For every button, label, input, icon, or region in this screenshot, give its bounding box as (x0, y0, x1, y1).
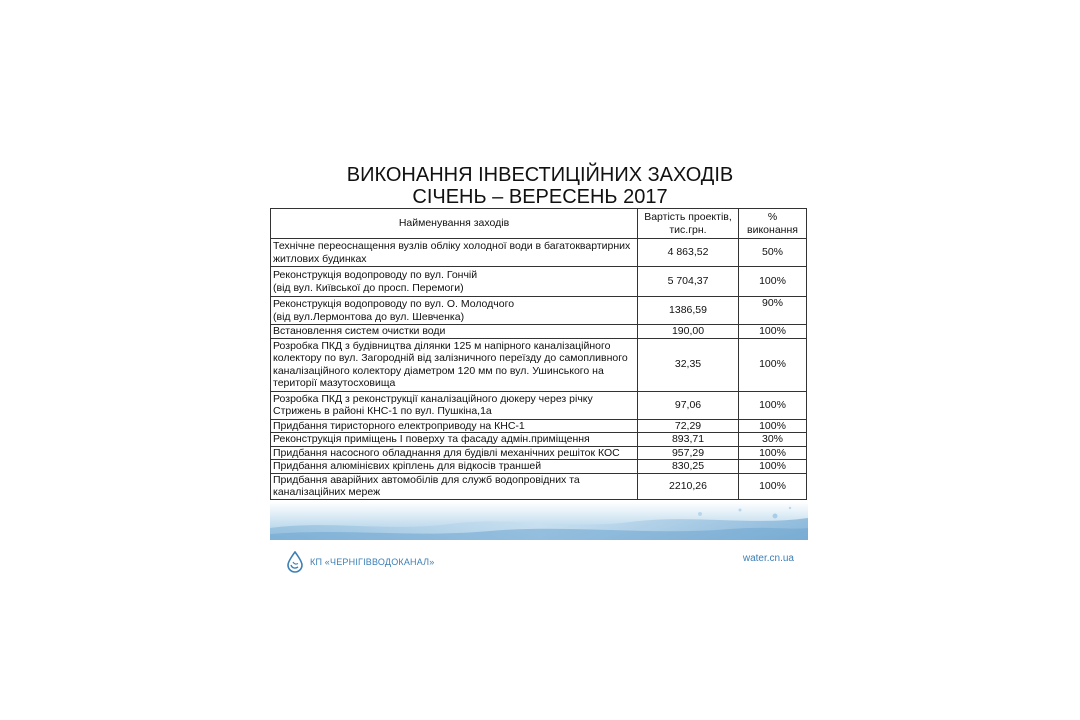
header-name: Найменування заходів (271, 209, 638, 239)
page-subtitle: СІЧЕНЬ – ВЕРЕСЕНЬ 2017 (412, 186, 668, 208)
cell-name: Придбання насосного обладнання для будівлі механічних решіток КОС (271, 446, 638, 460)
cell-cost: 1386,59 (638, 297, 739, 325)
cell-percent: 100% (739, 473, 807, 499)
cell-name: Придбання аварійних автомобілів для служб водопровідних та каналізаційних мереж (271, 473, 638, 499)
cell-cost: 830,25 (638, 460, 739, 474)
cell-cost: 32,35 (638, 338, 739, 391)
table-row (271, 239, 807, 267)
cell-name: Розробка ПКД з реконструкції каналізаційного дюкеру через річку Стрижень в районі КНС-1 по вул. Пушкіна,1а (271, 391, 638, 419)
cell-percent: 90% (739, 297, 807, 325)
water-drop-icon (286, 551, 304, 573)
cell-name: Придбання тиристорного електроприводу на КНС-1 (271, 419, 638, 433)
cell-name: Технічне переоснащення вузлів обліку холодної води в багатоквартирних житлових будинках (271, 239, 638, 267)
table-row (271, 446, 807, 460)
website-link[interactable]: water.cn.ua (742, 553, 794, 564)
cell-cost: 957,29 (638, 446, 739, 460)
table-row (271, 267, 807, 297)
page-title: ВИКОНАННЯ ІНВЕСТИЦІЙНИХ ЗАХОДІВ (346, 164, 734, 186)
table-row (271, 325, 807, 339)
table-row (271, 473, 807, 499)
table-row (271, 433, 807, 447)
cell-percent: 100% (739, 460, 807, 474)
investment-table (270, 208, 807, 500)
header-cost: Вартість проектів, тис.грн. (638, 209, 739, 239)
cell-name: Придбання алюмінієвих кріплень для відкосів траншей (271, 460, 638, 474)
table-body (271, 239, 807, 500)
cell-percent: 50% (739, 239, 807, 267)
cell-cost: 2210,26 (638, 473, 739, 499)
cell-percent: 100% (739, 325, 807, 339)
cell-name: Розробка ПКД з будівництва ділянки 125 м напірного каналізаційного колектору по вул. Загородній від залізничного переїзду до самопливного каналізаційного колектору діаметром 120 мм по вул. Ушинського на території мазутосховища (271, 338, 638, 391)
cell-name: Реконструкція водопроводу по вул. Гончій (від вул. Київської до просп. Перемоги) (271, 267, 638, 297)
cell-cost: 72,29 (638, 419, 739, 433)
cell-cost: 893,71 (638, 433, 739, 447)
cell-percent: 100% (739, 446, 807, 460)
cell-name: Встановлення систем очистки води (271, 325, 638, 339)
table-row (271, 338, 807, 391)
cell-cost: 97,06 (638, 391, 739, 419)
water-wave-banner (270, 502, 808, 540)
cell-percent: 100% (739, 267, 807, 297)
table-row (271, 419, 807, 433)
cell-name: Реконструкція водопроводу по вул. О. Молодчого (від вул.Лермонтова до вул. Шевченка) (271, 297, 638, 325)
table-row (271, 460, 807, 474)
cell-percent: 100% (739, 338, 807, 391)
company-name: КП «ЧЕРНІГІВВОДОКАНАЛ» (310, 557, 435, 567)
table-row (271, 391, 807, 419)
cell-cost: 5 704,37 (638, 267, 739, 297)
cell-percent: 100% (739, 419, 807, 433)
cell-percent: 100% (739, 391, 807, 419)
cell-percent: 30% (739, 433, 807, 447)
cell-cost: 190,00 (638, 325, 739, 339)
cell-cost: 4 863,52 (638, 239, 739, 267)
company-logo (286, 550, 434, 574)
cell-name: Реконструкція приміщень І поверху та фасаду адмін.приміщення (271, 433, 638, 447)
header-percent: % виконання (739, 209, 807, 239)
table-row (271, 297, 807, 325)
